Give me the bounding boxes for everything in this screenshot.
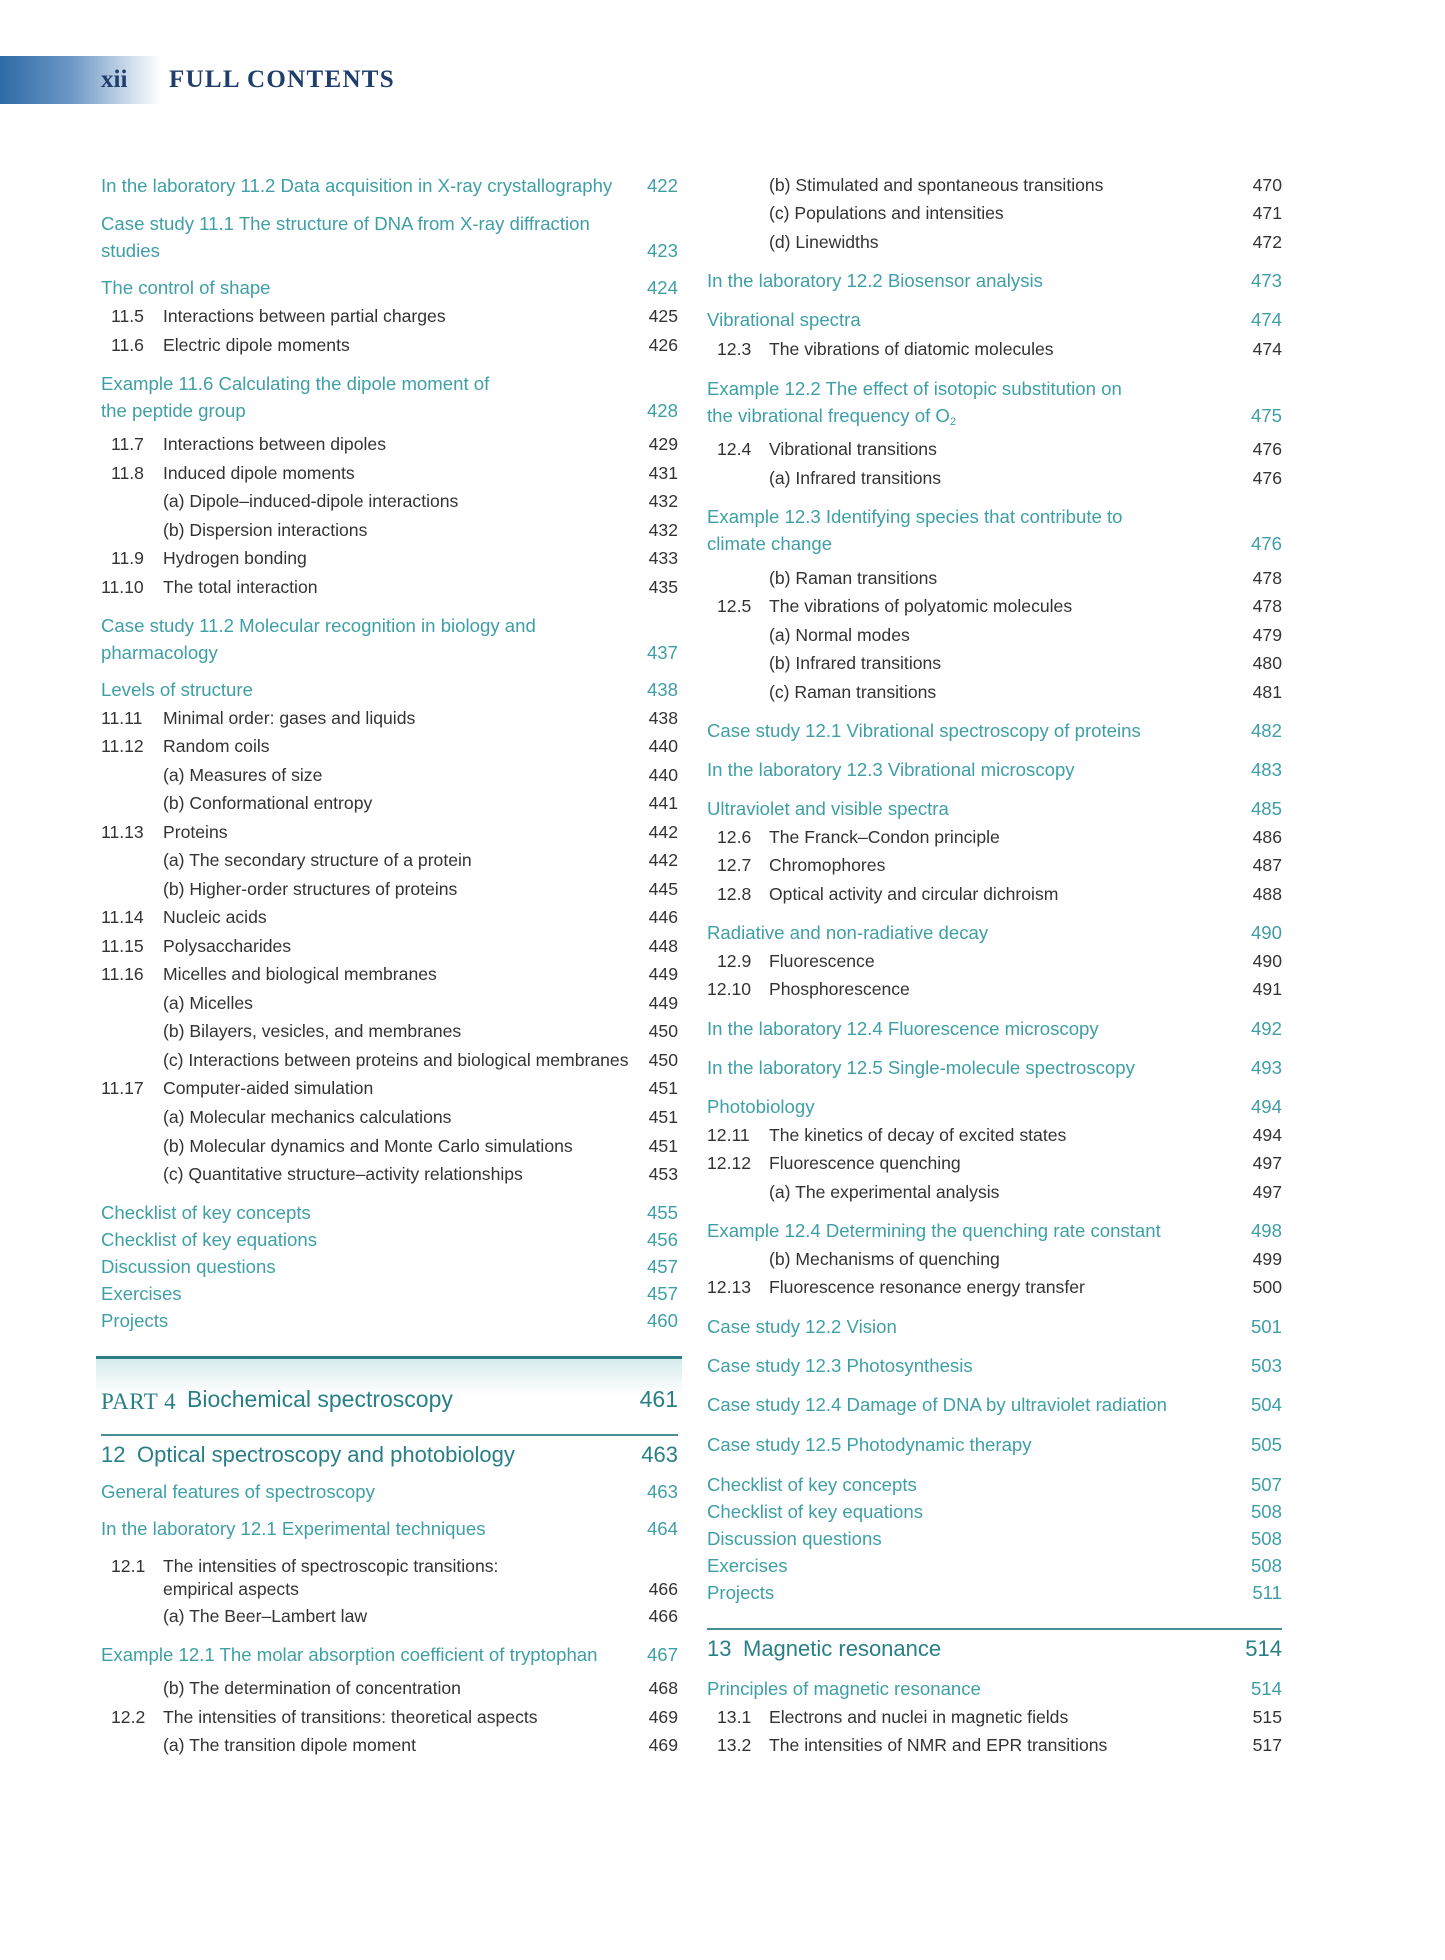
toc-page-number: 442 <box>648 850 678 870</box>
toc-entry-title: Case study 12.4 Damage of DNA by ultraviolet radiation <box>707 1394 1167 1415</box>
toc-entry-title: Electrons and nuclei in magnetic fields <box>769 1707 1069 1727</box>
toc-page-number: 500 <box>1252 1277 1282 1297</box>
chapter-title: Magnetic resonance <box>743 1636 942 1661</box>
toc-entry-title: (c) Populations and intensities <box>769 203 1004 223</box>
toc-entry-title: (a) The secondary structure of a protein <box>163 850 472 870</box>
toc-page-number: 478 <box>1252 596 1282 616</box>
toc-page-number: 508 <box>1250 1555 1282 1576</box>
toc-page-number: 437 <box>646 642 678 663</box>
toc-page-number: 451 <box>648 1078 678 1098</box>
toc-page-number: 488 <box>1252 884 1282 904</box>
toc-entry-title: (c) Raman transitions <box>769 682 937 702</box>
toc-entry-title-line2: pharmacology <box>101 642 218 663</box>
toc-entry-title: The intensities of NMR and EPR transitions <box>769 1735 1108 1755</box>
toc-section-number: 11.9 <box>111 548 144 568</box>
toc-entry-title: General features of spectroscopy <box>101 1481 375 1502</box>
toc-entry-title: Polysaccharides <box>163 936 292 956</box>
chapter-rule <box>101 1434 678 1436</box>
toc-entry-title: (b) Bilayers, vesicles, and membranes <box>163 1021 462 1041</box>
toc-page-number: 435 <box>648 577 678 597</box>
toc-page-number: 504 <box>1250 1394 1282 1415</box>
toc-entry-title: The vibrations of polyatomic molecules <box>769 596 1073 616</box>
toc-entry-title: (a) Normal modes <box>769 625 910 645</box>
toc-entry-title: Example 12.3 Identifying species that contribute to <box>707 506 1123 527</box>
toc-page-number: 470 <box>1252 175 1282 195</box>
toc-page-number: 424 <box>646 277 678 298</box>
toc-page-number: 448 <box>648 936 678 956</box>
toc-entry-title: In the laboratory 11.2 Data acquisition in X-ray crystallography <box>101 175 613 196</box>
toc-section-number: 11.7 <box>111 434 144 454</box>
toc-entry-title: (a) The transition dipole moment <box>163 1735 416 1755</box>
toc-page-number: 490 <box>1250 922 1282 943</box>
toc-entry-title: Discussion questions <box>101 1256 276 1277</box>
chapter-rule <box>707 1628 1282 1630</box>
toc-page-number: 494 <box>1252 1125 1282 1145</box>
toc-entry-title: (b) Stimulated and spontaneous transitions <box>769 175 1104 195</box>
toc-entry-title: (b) Dispersion interactions <box>163 520 368 540</box>
toc-page-number: 469 <box>648 1735 678 1755</box>
toc-entry-title: Case study 12.5 Photodynamic therapy <box>707 1434 1032 1455</box>
toc-page-number: 508 <box>1250 1501 1282 1522</box>
toc-entry-title: Levels of structure <box>101 679 253 700</box>
toc-entry-title: (a) The experimental analysis <box>769 1182 1000 1202</box>
toc-entry-title: (b) Conformational entropy <box>163 793 373 813</box>
toc-page-number: 514 <box>1245 1636 1282 1661</box>
toc-entry-title: In the laboratory 12.2 Biosensor analysis <box>707 270 1043 291</box>
toc-section-number: 12.7 <box>717 855 752 875</box>
toc-entry-title: In the laboratory 12.5 Single-molecule spectroscopy <box>707 1057 1135 1078</box>
toc-section-number: 11.10 <box>101 577 144 597</box>
toc-entry-title: The vibrations of diatomic molecules <box>769 339 1054 359</box>
toc-entry-title: (b) Raman transitions <box>769 568 938 588</box>
toc-page-number: 497 <box>1252 1182 1282 1202</box>
toc-page-number: 442 <box>648 822 678 842</box>
toc-page-number: 491 <box>1252 979 1282 999</box>
toc-page-number: 463 <box>646 1481 678 1502</box>
toc-section-number: 11.5 <box>111 306 144 326</box>
toc-page-number: 508 <box>1250 1528 1282 1549</box>
toc-page-number: 515 <box>1252 1707 1282 1727</box>
toc-section-number: 12.13 <box>707 1277 752 1297</box>
toc-page-number: 426 <box>648 335 678 355</box>
toc-entry-title: Example 12.1 The molar absorption coefficient of tryptophan <box>101 1644 598 1665</box>
toc-page-number: 432 <box>648 491 678 511</box>
toc-entry-title: Photobiology <box>707 1096 815 1117</box>
toc-section-number: 12.3 <box>717 339 752 359</box>
chapter-number: 12 <box>101 1442 126 1467</box>
toc-page-number: 451 <box>648 1107 678 1127</box>
part-label: PART 4 <box>101 1389 177 1414</box>
toc-entry-title: Projects <box>101 1310 169 1331</box>
toc-page-number: 497 <box>1252 1153 1282 1173</box>
toc-page-number: 456 <box>646 1229 678 1250</box>
toc-section-number: 11.12 <box>101 736 144 756</box>
toc-page-number: 499 <box>1252 1249 1282 1269</box>
toc-entry-title: Chromophores <box>769 855 886 875</box>
toc-page-number: 498 <box>1250 1220 1282 1241</box>
toc-entry-title: Phosphorescence <box>769 979 910 999</box>
toc-page-number: 428 <box>646 400 678 421</box>
toc-entry-title-line2: the peptide group <box>101 400 246 421</box>
toc-page-number: 482 <box>1250 720 1282 741</box>
toc-page-number: 490 <box>1252 951 1282 971</box>
toc-entry-title: Interactions between dipoles <box>163 434 386 454</box>
toc-section-number: 12.10 <box>707 979 752 999</box>
toc-page-number: 446 <box>648 907 678 927</box>
page-number: xii <box>101 66 128 93</box>
toc-entry-title: (b) Higher-order structures of proteins <box>163 879 458 899</box>
toc-entry-title: Minimal order: gases and liquids <box>163 708 416 728</box>
toc-entry-title: Case study 11.1 The structure of DNA from X-ray diffraction <box>101 213 590 234</box>
toc-entry-title: Nucleic acids <box>163 907 267 927</box>
toc-page-number: 431 <box>648 463 678 483</box>
toc-page-number: 450 <box>648 1021 678 1041</box>
toc-entry-title: Projects <box>707 1582 775 1603</box>
toc-entry-title: The Franck–Condon principle <box>769 827 1000 847</box>
toc-page-number: 469 <box>648 1707 678 1727</box>
toc-entry-title: Case study 12.3 Photosynthesis <box>707 1355 973 1376</box>
toc-entry-title: The total interaction <box>163 577 318 597</box>
toc-entry-title: The intensities of transitions: theoretical aspects <box>163 1707 538 1727</box>
toc-page-number: 486 <box>1252 827 1282 847</box>
toc-entry-title: In the laboratory 12.3 Vibrational microscopy <box>707 759 1075 780</box>
toc-page-number: 453 <box>648 1164 678 1184</box>
toc-section-number: 13.1 <box>717 1707 752 1727</box>
toc-section-number: 12.11 <box>707 1125 750 1145</box>
toc-page-number: 445 <box>648 879 678 899</box>
toc-page-number: 464 <box>646 1518 678 1539</box>
page-title: FULL CONTENTS <box>169 66 395 93</box>
toc-section-number: 11.15 <box>101 936 144 956</box>
toc-page-number: 475 <box>1250 405 1282 426</box>
toc-page-number: 466 <box>648 1606 678 1626</box>
toc-section-number: 12.2 <box>111 1707 146 1727</box>
toc-entry-title: (b) Molecular dynamics and Monte Carlo simulations <box>163 1136 573 1156</box>
toc-page-number: 472 <box>1252 232 1282 252</box>
toc-entry-title-line2: studies <box>101 240 160 261</box>
toc-page-number: 466 <box>648 1579 678 1599</box>
toc-page-number: 476 <box>1252 468 1282 488</box>
toc-entry-title: Fluorescence resonance energy transfer <box>769 1277 1085 1297</box>
toc-entry-title: Checklist of key equations <box>707 1501 924 1522</box>
toc-section-number: 12.4 <box>717 439 752 459</box>
toc-section-number: 13.2 <box>717 1735 752 1755</box>
toc-section-number: 12.8 <box>717 884 752 904</box>
toc-section-number: 12.6 <box>717 827 752 847</box>
toc-entry-title: Micelles and biological membranes <box>163 964 437 984</box>
toc-page-number: 487 <box>1252 855 1282 875</box>
toc-page-number: 478 <box>1252 568 1282 588</box>
toc-entry-title-line2: climate change <box>707 533 833 554</box>
toc-entry-title: (c) Interactions between proteins and biological membranes <box>163 1050 629 1070</box>
toc-entry-title: The intensities of spectroscopic transitions: <box>163 1556 499 1576</box>
toc-entry-title: Principles of magnetic resonance <box>707 1678 981 1699</box>
toc-entry-title: Proteins <box>163 822 228 842</box>
toc-page-number: 440 <box>648 765 678 785</box>
toc-page-number: 476 <box>1252 439 1282 459</box>
toc-section-number: 11.8 <box>111 463 144 483</box>
toc-section-number: 12.12 <box>707 1153 752 1173</box>
toc-entry-title: The control of shape <box>101 277 271 298</box>
toc-entry-title: Fluorescence <box>769 951 875 971</box>
toc-entry-title: Induced dipole moments <box>163 463 355 483</box>
toc-section-number: 11.6 <box>111 335 144 355</box>
toc-page-number: 440 <box>648 736 678 756</box>
toc-page-number: 474 <box>1252 339 1282 359</box>
toc-entry-title: (a) Micelles <box>163 993 253 1013</box>
toc-entry-title: Ultraviolet and visible spectra <box>707 798 949 819</box>
toc-entry-title: (d) Linewidths <box>769 232 879 252</box>
toc-entry-title: Optical activity and circular dichroism <box>769 884 1059 904</box>
toc-page-number: 423 <box>646 240 678 261</box>
toc-entry-title: In the laboratory 12.1 Experimental techniques <box>101 1518 486 1539</box>
header-color-bar <box>0 56 160 104</box>
subscript-text: 2 <box>949 416 957 428</box>
toc-page-number: 455 <box>646 1202 678 1223</box>
toc-page-number: 429 <box>648 434 678 454</box>
toc-page-number: 432 <box>648 520 678 540</box>
toc-entry-title: (a) Infrared transitions <box>769 468 942 488</box>
toc-entry-title: Case study 12.1 Vibrational spectroscopy of proteins <box>707 720 1141 741</box>
toc-entry-title: (a) The Beer–Lambert law <box>163 1606 368 1626</box>
toc-entry-title: Case study 11.2 Molecular recognition in biology and <box>101 615 536 636</box>
toc-page-number: 457 <box>646 1256 678 1277</box>
toc-section-number: 11.17 <box>101 1078 144 1098</box>
toc-page-number: 471 <box>1252 203 1282 223</box>
chapter-title: Optical spectroscopy and photobiology <box>137 1442 515 1467</box>
toc-entry-title: Checklist of key concepts <box>707 1474 917 1495</box>
toc-section-number: 12.1 <box>111 1556 146 1576</box>
toc-page-number: 449 <box>648 993 678 1013</box>
toc-page-number: 494 <box>1250 1096 1282 1117</box>
toc-entry-title: Exercises <box>707 1555 788 1576</box>
toc-entry-title: (a) Dipole–induced-dipole interactions <box>163 491 459 511</box>
toc-page-number: 463 <box>641 1442 678 1467</box>
toc-page-number: 467 <box>646 1644 678 1665</box>
toc-page-number: 476 <box>1250 533 1282 554</box>
toc-section-number: 11.13 <box>101 822 144 842</box>
toc-page-number: 492 <box>1250 1018 1282 1039</box>
toc-page-number: 485 <box>1250 798 1282 819</box>
toc-section-number: 11.14 <box>101 907 144 927</box>
toc-entry-title: The kinetics of decay of excited states <box>769 1125 1067 1145</box>
toc-entry-title: Vibrational spectra <box>707 309 861 330</box>
toc-page-number: 468 <box>648 1678 678 1698</box>
toc-section-number: 11.11 <box>101 708 143 728</box>
toc-entry-title: (a) Measures of size <box>163 765 323 785</box>
toc-page-number: 480 <box>1252 653 1282 673</box>
toc-entry-title: Exercises <box>101 1283 182 1304</box>
toc-page-number: 438 <box>648 708 678 728</box>
toc-entry-title: Vibrational transitions <box>769 439 937 459</box>
toc-entry-title: Example 11.6 Calculating the dipole moment of <box>101 373 490 394</box>
toc-page-number: 511 <box>1252 1582 1282 1603</box>
toc-page-number: 507 <box>1250 1474 1282 1495</box>
toc-entry-title: Random coils <box>163 736 270 756</box>
toc-entry-title: Discussion questions <box>707 1528 882 1549</box>
part-title: Biochemical spectroscopy <box>187 1386 453 1412</box>
toc-page-number: 481 <box>1252 682 1282 702</box>
toc-entry-title: (b) Mechanisms of quenching <box>769 1249 1000 1269</box>
toc-entry-title: Checklist of key equations <box>101 1229 318 1250</box>
toc-page-number: 461 <box>639 1386 678 1412</box>
toc-page-number: 438 <box>646 679 678 700</box>
toc-page-number: 450 <box>648 1050 678 1070</box>
toc-page-number: 460 <box>646 1310 678 1331</box>
toc-page-number: 483 <box>1250 759 1282 780</box>
toc-entry-title: In the laboratory 12.4 Fluorescence microscopy <box>707 1018 1099 1039</box>
toc-entry-title: Example 12.4 Determining the quenching rate constant <box>707 1220 1161 1241</box>
toc-page-number: 479 <box>1252 625 1282 645</box>
toc-entry-title-line2: empirical aspects <box>163 1579 299 1599</box>
toc-entry-title: Example 12.2 The effect of isotopic substitution on <box>707 378 1122 399</box>
toc-entry-title: (c) Quantitative structure–activity relationships <box>163 1164 523 1184</box>
toc-section-number: 11.16 <box>101 964 144 984</box>
toc-page-number: 505 <box>1250 1434 1282 1455</box>
toc-page-number: 441 <box>648 793 678 813</box>
toc-entry-title: Checklist of key concepts <box>101 1202 311 1223</box>
toc-entry-title: Fluorescence quenching <box>769 1153 961 1173</box>
toc-page-number: 425 <box>648 306 678 326</box>
toc-entry-title: Electric dipole moments <box>163 335 350 355</box>
toc-entry-title: (b) Infrared transitions <box>769 653 942 673</box>
toc-page-number: 422 <box>646 175 678 196</box>
toc-entry-title: Hydrogen bonding <box>163 548 307 568</box>
toc-page-number: 501 <box>1250 1316 1282 1337</box>
chapter-number: 13 <box>707 1636 732 1661</box>
toc-page-number: 474 <box>1250 309 1282 330</box>
toc-section-number: 12.9 <box>717 951 752 971</box>
toc-entry-title: (b) The determination of concentration <box>163 1678 461 1698</box>
toc-page-number: 514 <box>1250 1678 1282 1699</box>
toc-entry-title: (a) Molecular mechanics calculations <box>163 1107 452 1127</box>
toc-page-number: 503 <box>1250 1355 1282 1376</box>
toc-entry-title: Radiative and non-radiative decay <box>707 922 989 943</box>
toc-page-number: 451 <box>648 1136 678 1156</box>
toc-entry-title: Case study 12.2 Vision <box>707 1316 897 1337</box>
toc-page-number: 493 <box>1250 1057 1282 1078</box>
toc-page-number: 517 <box>1252 1735 1282 1755</box>
toc-entry-title: Interactions between partial charges <box>163 306 446 326</box>
toc-section-number: 12.5 <box>717 596 752 616</box>
toc-entry-title-line2: the vibrational frequency of O2 <box>707 405 957 428</box>
toc-page-number: 457 <box>646 1283 678 1304</box>
toc-page-number: 433 <box>648 548 678 568</box>
toc-page-number: 473 <box>1250 270 1282 291</box>
toc-entry-title: Computer-aided simulation <box>163 1078 374 1098</box>
toc-page-number: 449 <box>648 964 678 984</box>
